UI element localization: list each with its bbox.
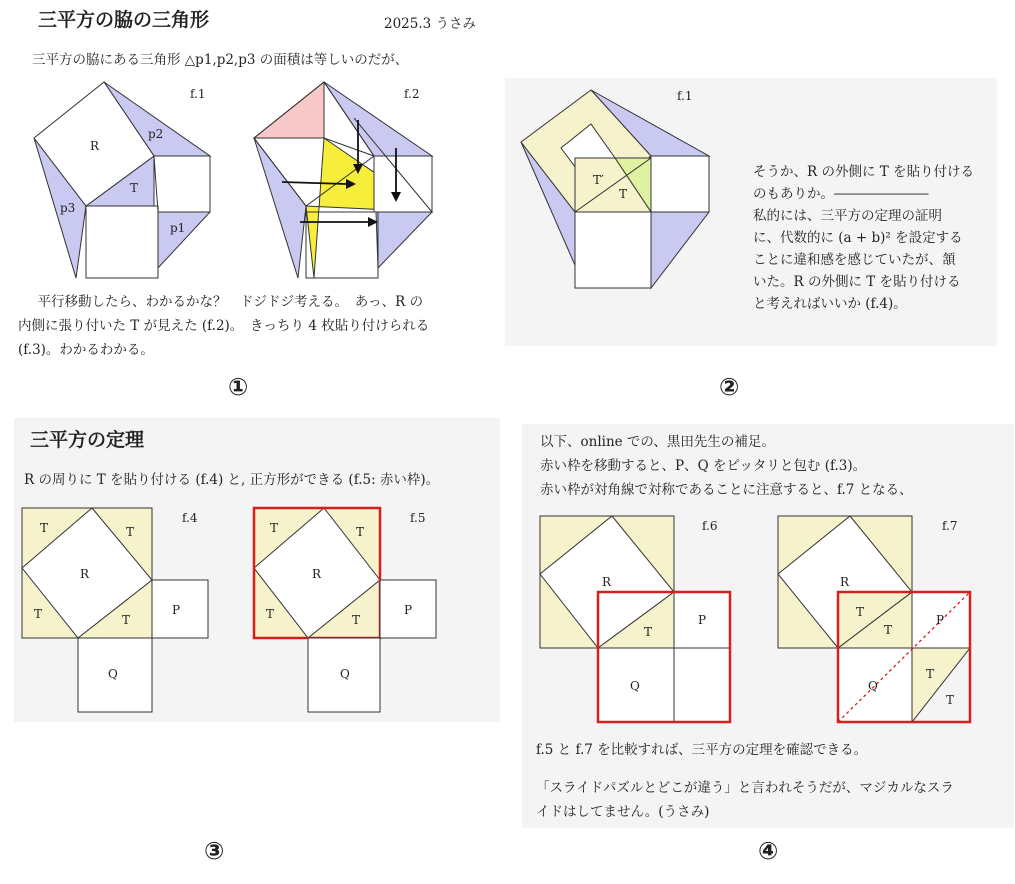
f5-T-tl: T <box>270 521 279 535</box>
f4-T-br: T <box>122 613 131 627</box>
panel2-line3: 私的には、三平方の定理の証明 <box>753 208 942 224</box>
f5-P: P <box>404 603 413 617</box>
panel2-line5: ことに違和感を感じていたが、頷 <box>753 252 956 268</box>
panel4-intro3: 赤い枠が対角線で対称であることに注意すると、f.7 となる、 <box>540 482 913 498</box>
f6-label: f.6 <box>702 519 718 533</box>
f6-R: R <box>602 575 612 589</box>
panel2-line6: いた。R の外側に T を貼り付ける <box>753 274 961 290</box>
f6-T: T <box>644 625 653 639</box>
panel4-intro1: 以下、online での、黒田先生の補足。 <box>540 434 775 450</box>
f7-T2: T <box>884 623 893 637</box>
panel1-line1: 平行移動したら、わかるかな？ ドジドジ考える。 あっ、R の <box>24 294 424 310</box>
panel3-title: 三平方の定理 <box>30 429 145 451</box>
f5-T-br: T <box>352 613 361 627</box>
figure-f7 <box>522 424 1014 828</box>
panel-3 <box>14 418 500 722</box>
panel-2 <box>505 78 997 346</box>
panel2-T: T <box>619 187 628 201</box>
f7-T4: T <box>946 693 955 707</box>
panel4-conclusion: f.5 と f.7 を比較すれば、三平方の定理を確認できる。 <box>536 742 868 758</box>
f5-T-tr: T <box>356 525 365 539</box>
f1-p3: p3 <box>60 201 76 215</box>
circled-number-3: ③ <box>204 837 225 865</box>
f4-T-tl: T <box>40 521 49 535</box>
f6-Q: Q <box>630 679 640 693</box>
f7-label: f.7 <box>942 519 958 533</box>
panel2-line4: に、代数的に (a + b)² を設定する <box>753 230 963 246</box>
panel2-f1-label: f.1 <box>677 89 693 103</box>
panel1-intro: 三平方の脇にある三角形 △p1,p2,p3 の面積は等しいのだが、 <box>32 52 409 68</box>
f4-T-bl: T <box>34 607 43 621</box>
f7-T1: T <box>856 605 865 619</box>
f1-T: T <box>130 181 139 195</box>
panel2-line1: そうか、R の外側に T を貼り付ける <box>753 164 975 180</box>
panel2-line2: のもありか。――――――― <box>753 186 929 202</box>
panel-4 <box>522 424 1014 828</box>
panel4-intro2: 赤い枠を移動すると、P、Q をピッタリと包む (f.3)。 <box>540 458 867 474</box>
panel2-Tp: T′ <box>593 173 604 187</box>
panel2-line7: と考えればいいか (f.4)。 <box>753 296 907 312</box>
f7-P: P <box>936 613 945 627</box>
f5-Q: Q <box>340 667 350 681</box>
f1-p2: p2 <box>148 127 164 141</box>
f5-label: f.5 <box>410 511 426 525</box>
panel1-line3: (f.3)。わかるわかる。 <box>18 342 154 358</box>
panel4-closing1: 「スライドパズルとどこが違う」と言われそうだが、マジカルなスラ <box>536 780 954 796</box>
panel1-line2: 内側に張り付いた T が見えた (f.2)。 きっちり 4 枚貼り付けられる <box>18 318 430 334</box>
f7-T-lower <box>912 648 970 722</box>
f7-R: R <box>840 575 850 589</box>
f1-R: R <box>90 139 100 153</box>
f2-label: f.2 <box>404 87 420 101</box>
f4-P: P <box>172 603 181 617</box>
f1-label: f.1 <box>190 87 206 101</box>
panel4-closing2: イドはしてません。(うさみ) <box>536 804 710 820</box>
f5-T-bl: T <box>266 607 275 621</box>
panel-1 <box>14 6 500 364</box>
f5-R: R <box>312 567 322 581</box>
panel1-date: 2025.3 うさみ <box>384 16 477 32</box>
panel3-intro: R の周りに T を貼り付ける (f.4) と, 正方形ができる (f.5: 赤い枠)。 <box>24 472 440 488</box>
circled-number-2: ② <box>719 373 740 401</box>
f4-R: R <box>80 567 90 581</box>
circled-number-4: ④ <box>758 837 779 865</box>
f7-Q: Q <box>868 679 878 693</box>
f4-T-tr: T <box>126 525 135 539</box>
panel1-title: 三平方の脇の三角形 <box>38 9 210 31</box>
f4-label: f.4 <box>182 511 198 525</box>
figure-f5 <box>14 418 500 722</box>
f6-P: P <box>698 613 707 627</box>
circled-number-1: ① <box>228 373 249 401</box>
f1-p1: p1 <box>170 221 186 235</box>
f4-Q: Q <box>108 667 118 681</box>
f7-T3: T <box>926 667 935 681</box>
